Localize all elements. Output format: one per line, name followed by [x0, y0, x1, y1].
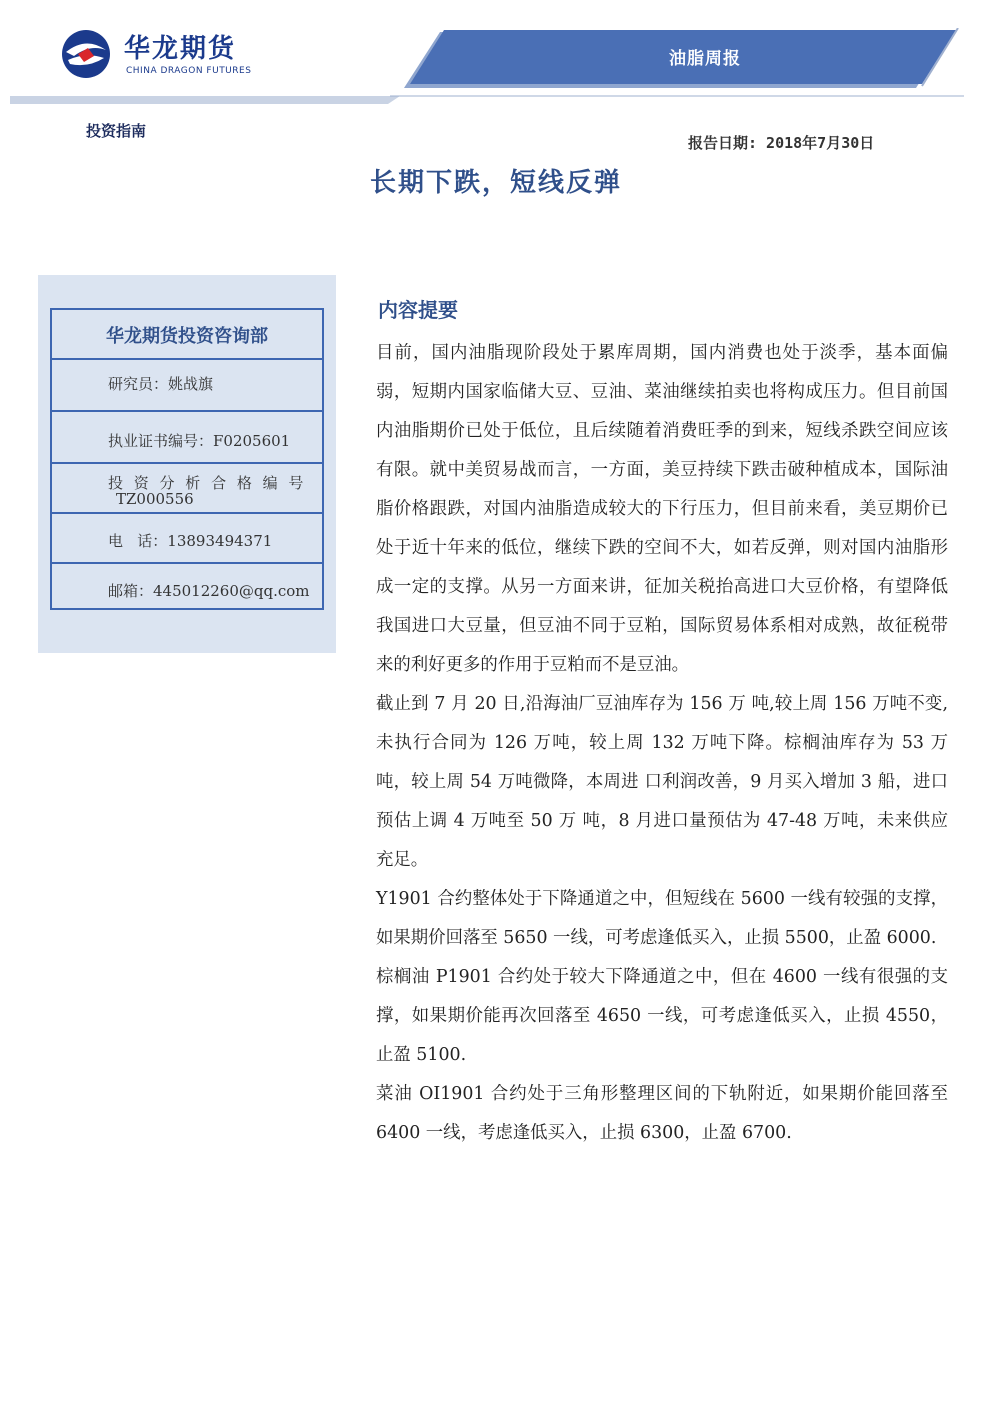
company-logo-icon — [60, 28, 112, 80]
summary-paragraph-2: 截止到 7 月 20 日,沿海油厂豆油库存为 156 万 吨,较上周 156 万吨不变,未执行合同为 126 万吨，较上周 132 万吨下降。棕榈油库存为 53 万吨，较上周 54 万吨微降，本周进 口利润改善，9 月买入增加 3 船，进口预估上调 4 万吨至 50 万 吨，8 月进口量预估为 47-48 万吨，未来供应充足。 — [376, 694, 948, 870]
researcher-text: 研究员：姚战旗 — [108, 375, 214, 393]
contact-card-heading: 华龙期货投资咨询部 — [106, 326, 268, 347]
contact-card — [50, 308, 324, 610]
summary-body — [376, 334, 948, 1153]
page-title: 长期下跌，短线反弹 — [369, 168, 622, 198]
report-date: 报告日期: 2018年7月30日 — [688, 134, 875, 152]
logo-chinese-name: 华龙期货 — [124, 34, 237, 64]
summary-paragraph-3: Y1901 合约整体处于下降通道之中，但短线在 5600 一线有较强的支撑，如果期价回落至 5650 一线，可考虑逢低买入，止损 5500，止盈 6000. — [376, 889, 948, 948]
contact-row-phone — [52, 512, 322, 562]
banner-title: 油脂周报 — [669, 49, 741, 69]
summary-paragraph-1: 目前，国内油脂现阶段处于累库周期，国内消费也处于淡季，基本面偏弱，短期内国家临储大豆、豆油、菜油继续拍卖也将构成压力。但目前国内油脂期价已处于低位，且后续随着消费旺季的到来，短线杀跌空间应该有限。就中美贸易战而言，一方面，美豆持续下跌击破种植成本，国际油脂价格跟跌，对国内油脂造成较大的下行压力，但目前来看，美豆期价已处于近十年来的低位，继续下跌的空间不大，如若反弹，则对国内油脂形成一定的支撑。从另一方面来讲，征加关税抬高进口大豆价格，有望降低我国进口大豆量，但豆油不同于豆粕，国际贸易体系相对成熟，故征税带来的利好更多的作用于豆粕而不是豆油。 — [376, 343, 948, 675]
summary-heading: 内容提要 — [378, 298, 458, 322]
contact-row-researcher — [52, 358, 322, 410]
summary-paragraph-5: 菜油 OI1901 合约处于三角形整理区间的下轨附近，如果期价能回落至 6400 一线，考虑逢低买入，止损 6300，止盈 6700. — [376, 1084, 948, 1143]
email-text: 邮箱：445012260@qq.com — [108, 582, 310, 600]
license-text: 执业证书编号：F0205601 — [108, 432, 291, 450]
contact-row-email — [52, 562, 322, 610]
qualification-number: TZ000556 — [116, 490, 194, 508]
phone-text: 电 话：13893494371 — [108, 532, 273, 550]
logo-english-name: CHINA DRAGON FUTURES — [126, 66, 252, 76]
contact-row-qualification — [52, 462, 322, 512]
summary-paragraph-4: 棕榈油 P1901 合约处于较大下降通道之中，但在 4600 一线有很强的支撑，如果期价能再次回落至 4650 一线，可考虑逢低买入，止损 4550，止盈 5100. — [376, 967, 948, 1065]
qualification-label: 投 资 分 析 合 格 编 号 — [108, 474, 307, 492]
section-label: 投资指南 — [86, 122, 147, 140]
contact-row-license — [52, 410, 322, 462]
